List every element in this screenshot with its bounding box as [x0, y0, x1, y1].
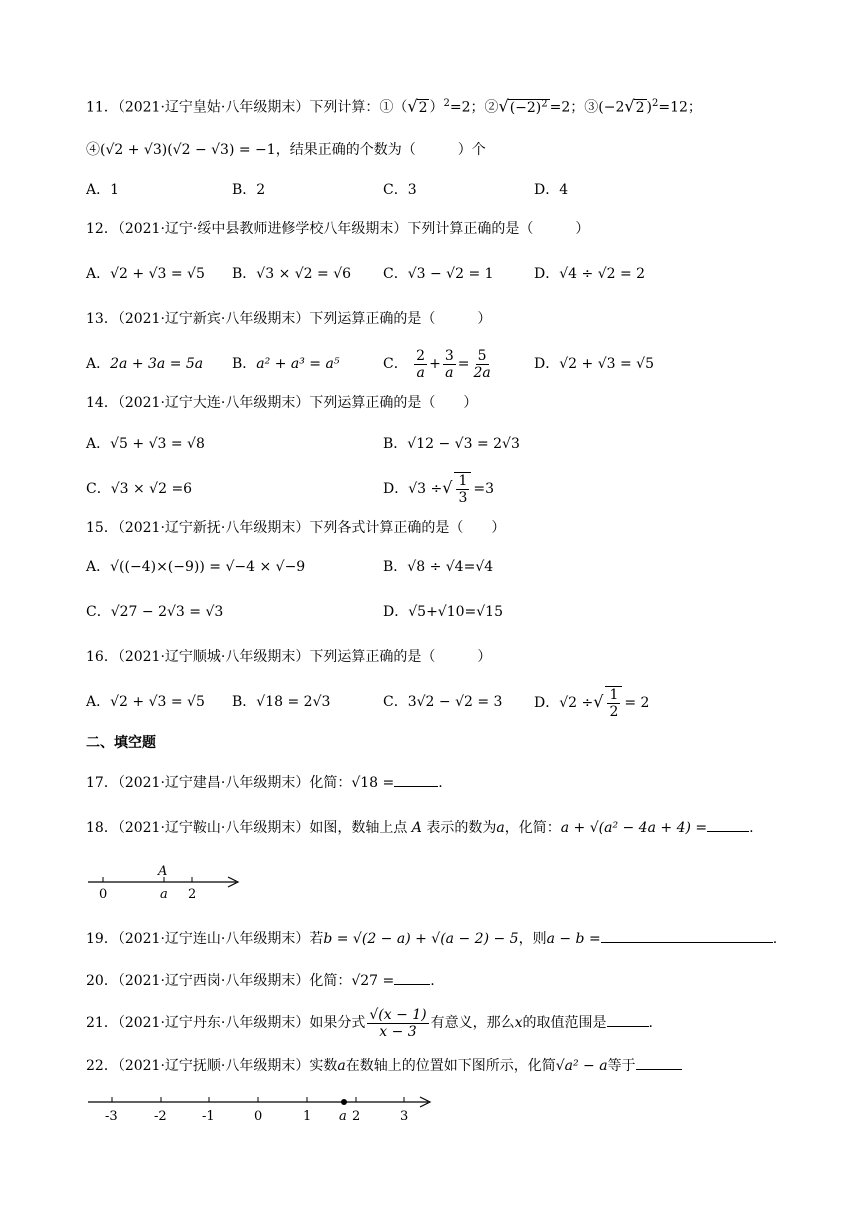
q18-answer-blank[interactable] — [707, 831, 749, 832]
q12-option-d: D．√4 ÷ √2 = 2 — [534, 266, 646, 282]
q19-answer-blank[interactable] — [601, 942, 773, 943]
q16-option-c: C．3√2 − √2 = 3 — [383, 694, 503, 710]
axis2-label-m1: -1 — [202, 1109, 215, 1124]
q17: 17．（2021·辽宁建昌·八年级期末）化简：√18 = . — [86, 775, 443, 791]
axis2-point-a — [341, 1099, 347, 1105]
q15-option-a: A．√((−4)×(−9)) = √−4 × √−9 — [86, 559, 306, 575]
q16-option-a: A．√2 + √3 = √5 — [86, 694, 205, 710]
axis2-label-m3: -3 — [105, 1109, 118, 1124]
axis1-point-label: A — [158, 864, 168, 879]
q14-option-d: D．√3 ÷√ $\frac{1}{3}$ =3 — [383, 473, 495, 506]
q12-option-b: B．√3 × √2 = √6 — [232, 266, 352, 282]
q14-option-a: A．√5 + √3 = √8 — [86, 436, 205, 452]
q13-option-c: C． $\frac{2}{a}$ + $\frac{3}{a}$ = $\frac{5}{2a}$ — [383, 347, 491, 381]
q13-option-a: A．2a + 3a = 5a — [86, 356, 204, 372]
axis2-label-0: 0 — [254, 1109, 263, 1124]
q14-option-b: B．√12 − √3 = 2√3 — [383, 436, 520, 452]
axis2-label-1: 1 — [303, 1109, 312, 1124]
q15-option-b: B．√8 ÷ √4=√4 — [383, 559, 494, 575]
q11-option-b: B．2 — [232, 182, 266, 198]
q16-option-d: D．√2 ÷√ $\frac{1}{2}$ = 2 — [534, 687, 650, 720]
axis1-label-2: 2 — [188, 887, 197, 902]
q12-stem: 12．（2021·辽宁·绥中县教师进修学校八年级期末）下列计算正确的是（ ） — [86, 221, 590, 237]
q12-option-c: C．√3 − √2 = 1 — [383, 266, 494, 282]
q22: 22．（2021·辽宁抚顺·八年级期末）实数a在数轴上的位置如下图所示，化简√a² − a等于 — [86, 1056, 682, 1076]
axis1-var-label: a — [160, 887, 168, 902]
axis2-label-3: 3 — [400, 1109, 409, 1124]
axis2-var-label: a — [339, 1109, 347, 1124]
number-line-1 — [86, 858, 246, 904]
axis2-label-2: 2 — [352, 1109, 361, 1124]
q16-stem: 16．（2021·辽宁顺城·八年级期末）下列运算正确的是（ ） — [86, 649, 492, 665]
q17-answer-blank[interactable] — [394, 786, 438, 787]
q16-option-b: B．√18 = 2√3 — [232, 694, 331, 710]
q13-option-b: B．a² + a³ = a⁵ — [232, 356, 340, 372]
q14-option-c: C．√3 × √2 =6 — [86, 481, 193, 497]
q15-option-d: D．√5+√10=√15 — [383, 604, 503, 620]
q11-line2: ④(√2 + √3)(√2 − √3) = −1，结果正确的个数为（ ）个 — [86, 142, 486, 158]
q20-answer-blank[interactable] — [394, 984, 430, 985]
q13-stem: 13．（2021·辽宁新宾·八年级期末）下列运算正确的是（ ） — [86, 311, 492, 327]
axis2-label-m2: -2 — [154, 1109, 167, 1124]
q11-option-a: A．1 — [86, 182, 120, 198]
q14-stem: 14．（2021·辽宁大连·八年级期末）下列运算正确的是（ ） — [86, 395, 478, 411]
q18: 18．（2021·辽宁鞍山·八年级期末）如图，数轴上点 A 表示的数为a，化简：a + √(a² − 4a + 4) = . — [86, 820, 754, 836]
q13-option-d: D．√2 + √3 = √5 — [534, 356, 654, 372]
axis1-label-0: 0 — [99, 887, 108, 902]
q21: 21．（2021·辽宁丹东·八年级期末）如果分式 $\frac{√(x - 1)}{x - 3}$ 有意义，那么x的取值范围是 . — [86, 1006, 653, 1040]
q21-answer-blank[interactable] — [607, 1026, 649, 1027]
q11-line1: 11．（2021·辽宁皇姑·八年级期末）下列计算：①（√2 ）$^2$=2；$②√(-2)^2 =2$；③(−2√2 )$^2$=12； — [86, 96, 702, 116]
q15-stem: 15．（2021·辽宁新抚·八年级期末）下列各式计算正确的是（ ） — [86, 520, 506, 536]
number-line-2 — [86, 1090, 436, 1124]
q15-option-c: C．√27 − 2√3 = √3 — [86, 604, 224, 620]
q11-option-c: C．3 — [383, 182, 417, 198]
section-heading: 二、填空题 — [86, 735, 156, 751]
q19: 19．（2021·辽宁连山·八年级期末）若b = √(2 − a) + √(a − 2) − 5，则a − b = . — [86, 931, 778, 947]
q22-answer-blank[interactable] — [636, 1069, 682, 1070]
q11-option-d: D．4 — [534, 182, 569, 198]
q20: 20．（2021·辽宁西岗·八年级期末）化简：√27 = . — [86, 973, 435, 989]
q12-option-a: A．√2 + √3 = √5 — [86, 266, 205, 282]
